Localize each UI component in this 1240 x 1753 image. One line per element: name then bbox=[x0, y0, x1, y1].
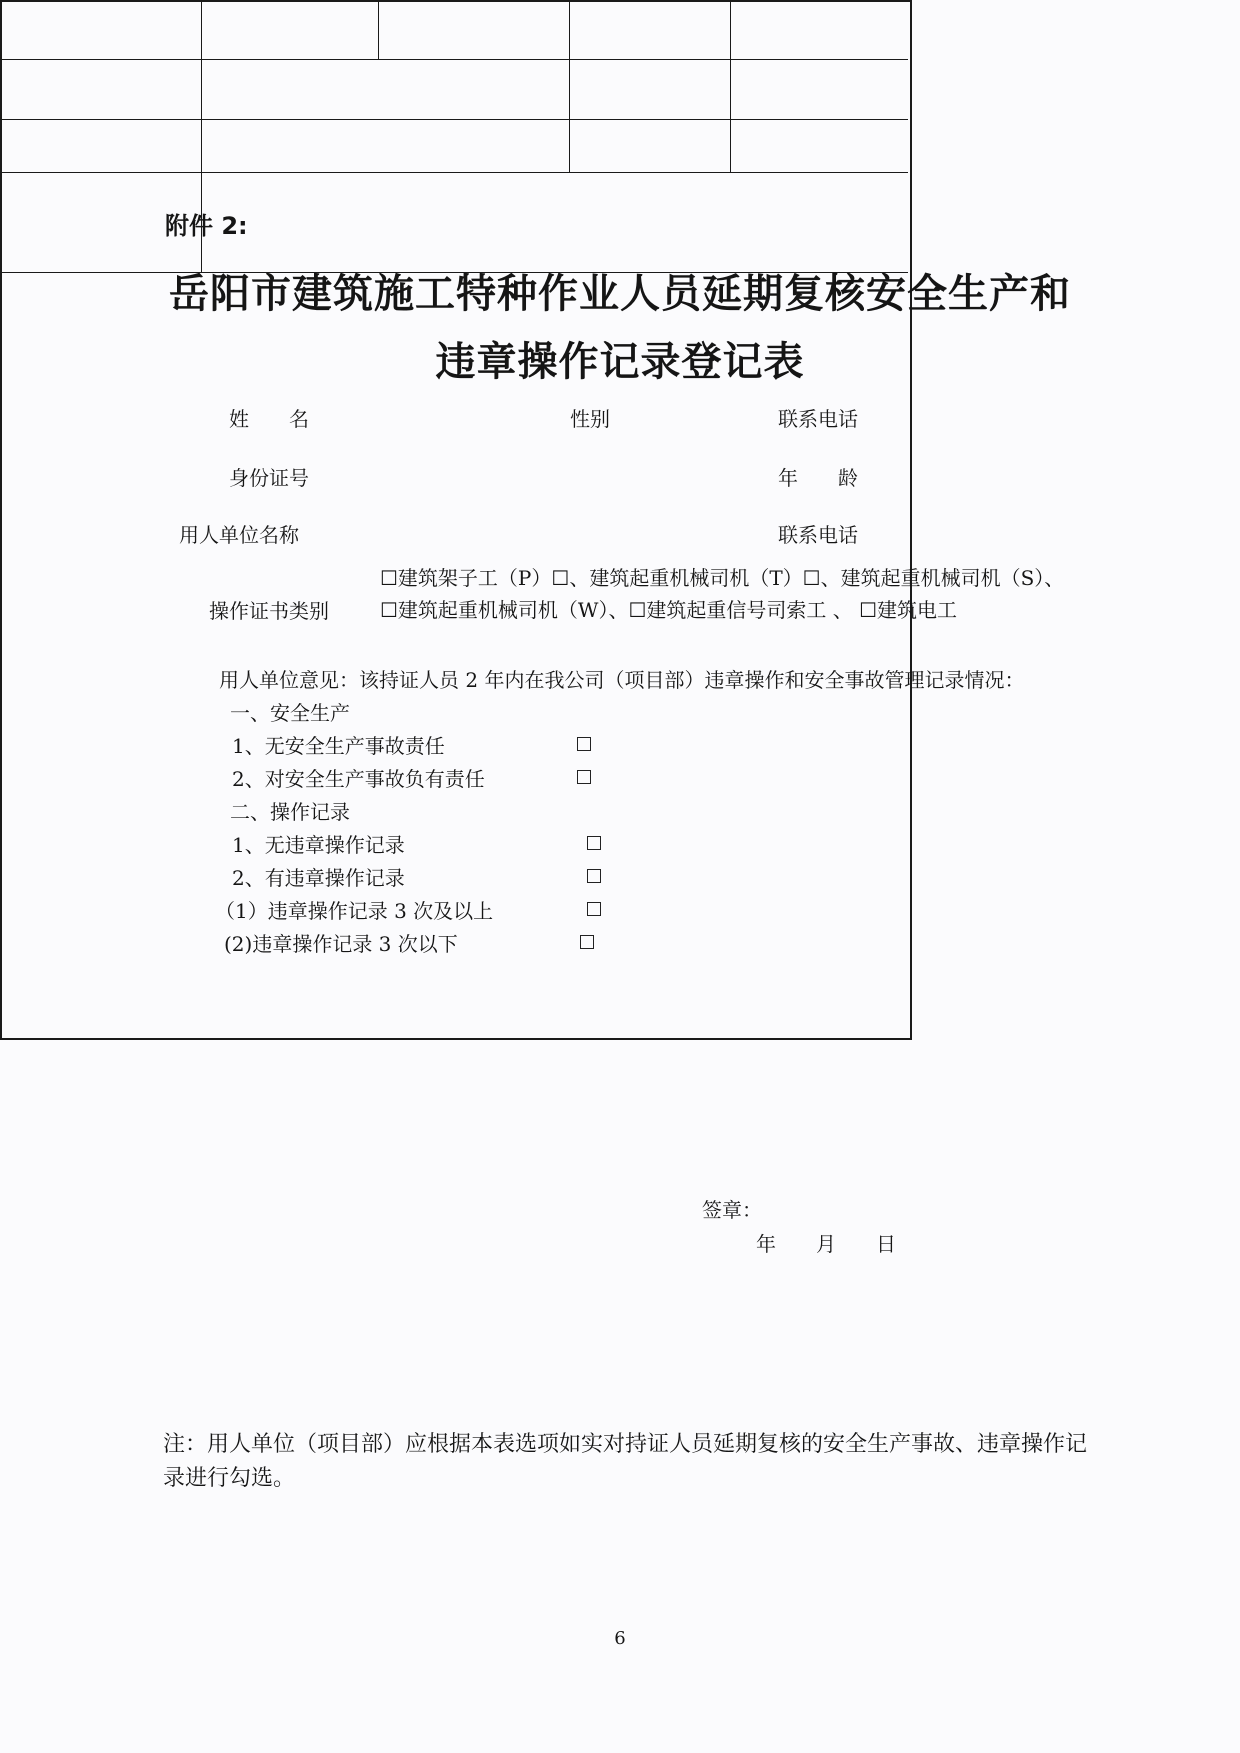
phone-field[interactable] bbox=[899, 388, 1075, 446]
phone-label: 联系电话 bbox=[778, 406, 858, 431]
violation-option-has: 2、有违章操作记录 bbox=[232, 866, 405, 890]
violation-under-3-checkbox[interactable] bbox=[580, 935, 594, 949]
violation-has-checkbox[interactable] bbox=[587, 869, 601, 883]
employer-name-field[interactable] bbox=[370, 507, 736, 559]
attachment-label: 附件 2: bbox=[165, 212, 248, 240]
column-divider bbox=[730, 0, 731, 172]
row-divider bbox=[0, 59, 908, 60]
age-field[interactable] bbox=[899, 447, 1075, 506]
form-title-line-1: 岳阳市建筑施工特种作业人员延期复核安全生产和 bbox=[169, 270, 1071, 317]
section-violation-title: 二、操作记录 bbox=[230, 800, 350, 824]
column-divider bbox=[201, 0, 202, 272]
cert-type-options[interactable]: ☐建筑架子工（P）☐、建筑起重机械司机（T）☐、建筑起重机械司机（S）、☐建筑起重机械司机（W）、☐建筑起重信号司索工 、 ☐建筑电工 bbox=[380, 566, 1065, 622]
column-divider bbox=[569, 0, 570, 172]
name-field[interactable] bbox=[370, 388, 546, 446]
violation-option-none: 1、无违章操作记录 bbox=[232, 833, 405, 857]
row-divider bbox=[0, 119, 908, 120]
form-title-line-2: 违章操作记录登记表 bbox=[435, 338, 805, 385]
violation-none-checkbox[interactable] bbox=[587, 836, 601, 850]
opinion-intro: 用人单位意见：该持证人员 2 年内在我公司（项目部）违章操作和安全事故管理记录情况： bbox=[219, 668, 1025, 692]
violation-3-plus-checkbox[interactable] bbox=[587, 902, 601, 916]
gender-label: 性别 bbox=[570, 406, 610, 431]
employer-phone-label: 联系电话 bbox=[778, 522, 858, 547]
safety-liable-checkbox[interactable] bbox=[577, 770, 591, 784]
stamp-label: 签章： bbox=[702, 1198, 762, 1222]
gender-field[interactable] bbox=[640, 388, 736, 446]
cert-type-label: 操作证书类别 bbox=[209, 598, 329, 623]
violation-option-3-plus: （1）违章操作记录 3 次及以上 bbox=[215, 899, 494, 923]
employer-phone-field[interactable] bbox=[899, 507, 1075, 559]
date-label: 年 月 日 bbox=[756, 1232, 896, 1256]
row-divider bbox=[0, 172, 908, 173]
section-safety-title: 一、安全生产 bbox=[230, 701, 350, 725]
safety-option-liable: 2、对安全生产事故负有责任 bbox=[232, 767, 485, 791]
id-number-field[interactable] bbox=[370, 447, 736, 506]
footnote: 注：用人单位（项目部）应根据本表选项如实对持证人员延期复核的安全生产事故、违章操作记录进行勾选。 bbox=[163, 1432, 1088, 1491]
name-label: 姓 名 bbox=[229, 406, 309, 431]
page-number: 6 bbox=[614, 1628, 626, 1649]
violation-option-under-3: (2)违章操作记录 3 次以下 bbox=[224, 932, 458, 956]
age-label: 年 龄 bbox=[778, 466, 858, 490]
row-divider bbox=[0, 272, 908, 273]
safety-option-no-liability: 1、无安全生产事故责任 bbox=[232, 734, 445, 758]
id-number-label: 身份证号 bbox=[229, 466, 309, 490]
safety-no-liability-checkbox[interactable] bbox=[577, 737, 591, 751]
employer-name-label: 用人单位名称 bbox=[179, 522, 299, 547]
column-divider bbox=[378, 0, 379, 59]
